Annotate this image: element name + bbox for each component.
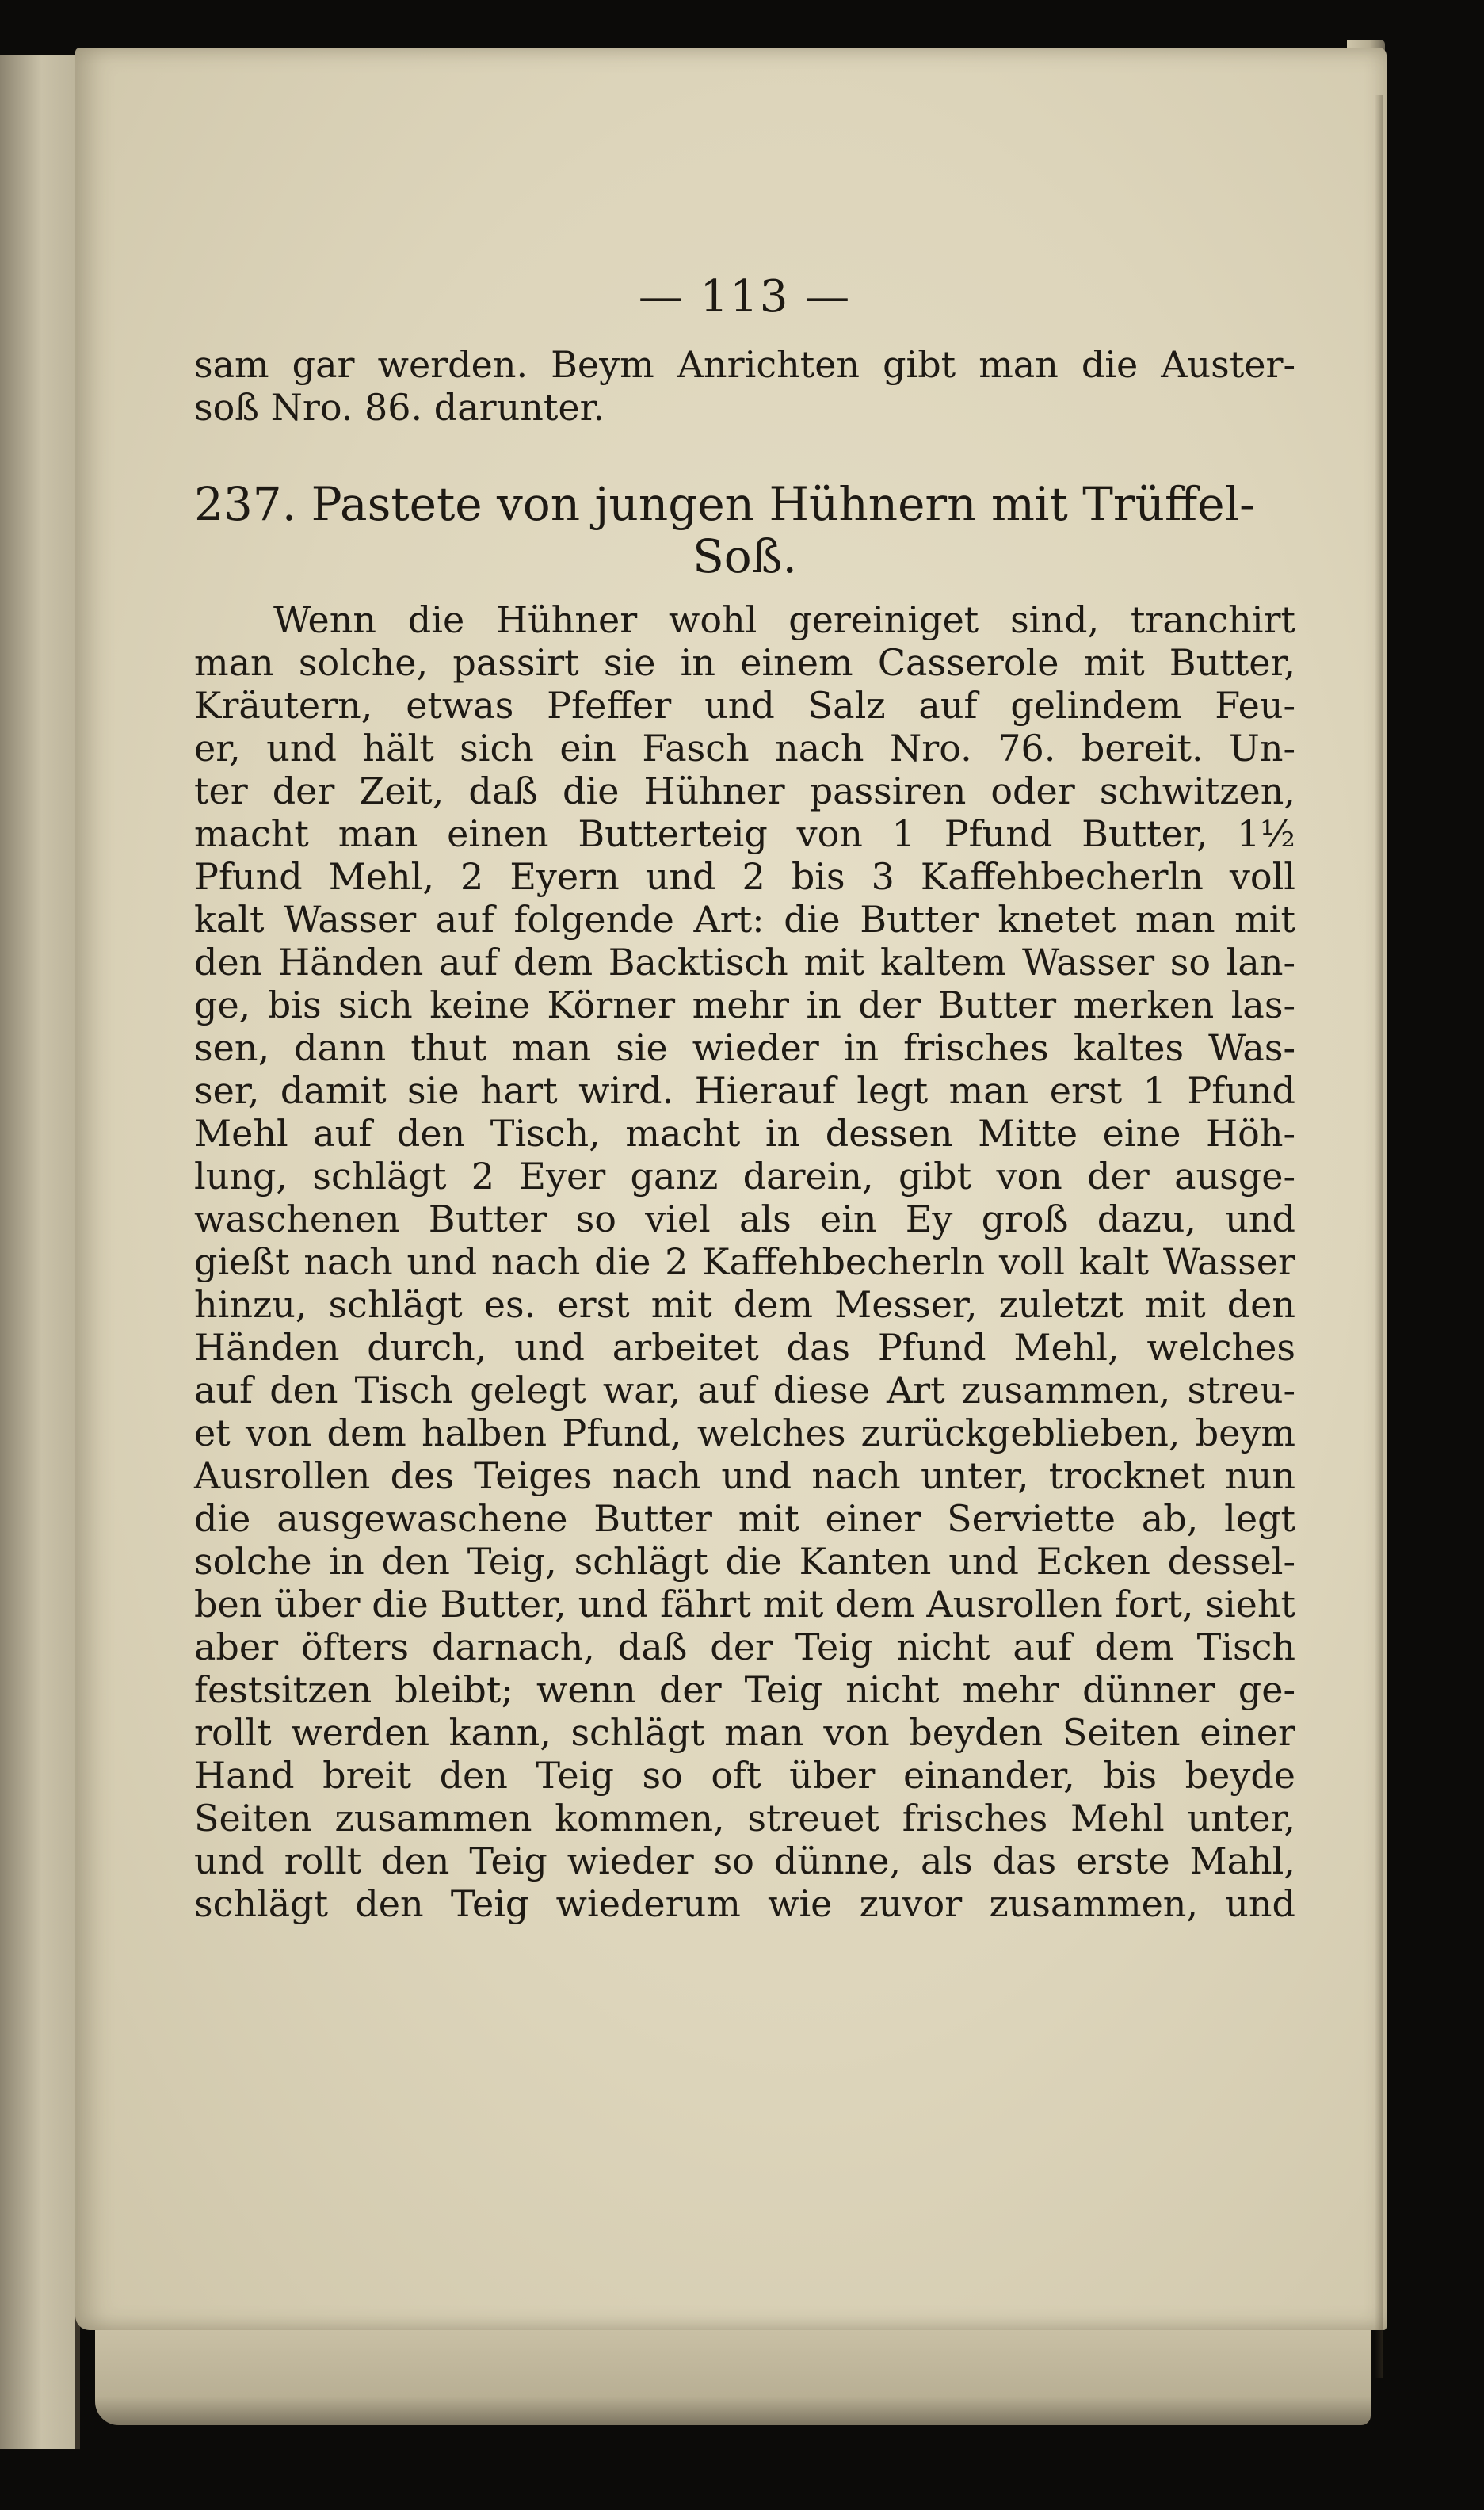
text-line: waschenen Butter so viel als ein Ey groß dazu, und [194,1198,1295,1240]
text-line: hinzu, schlägt es. erst mit dem Messer, zuletzt mit den [194,1283,1295,1326]
text-line: festsitzen bleibt; wenn der Teig nicht mehr dünner ge- [194,1668,1295,1711]
text-line: ge, bis sich keine Körner mehr in der Butter merken las- [194,984,1295,1026]
text-line: aber öfters darnach, daß der Teig nicht auf dem Tisch [194,1626,1295,1668]
text-block [194,273,1295,1925]
text-line: lung, schlägt 2 Eyer ganz darein, gibt von der ausge- [194,1155,1295,1198]
text-line: Pfund Mehl, 2 Eyern und 2 bis 3 Kaffehbecherln voll [194,855,1295,898]
text-line: Kräutern, etwas Pfeffer und Salz auf gelindem Feu- [194,684,1295,727]
text-line: Ausrollen des Teiges nach und nach unter, trocknet nun [194,1454,1295,1497]
text-line: er, und hält sich ein Fasch nach Nro. 76. bereit. Un- [194,727,1295,770]
text-line: soß Nro. 86. darunter. [194,386,605,429]
text-line: man solche, passirt sie in einem Casserole mit Butter, [194,641,1295,684]
text-line: rollt werden kann, schlägt man von beyden Seiten einer [194,1711,1295,1754]
text-line: solche in den Teig, schlägt die Kanten und Ecken dessel- [194,1540,1295,1583]
text-line: Wenn die Hühner wohl gereiniget sind, tranchirt [273,598,1295,641]
text-line: Hand breit den Teig so oft über einander, bis beyde [194,1754,1295,1797]
text-line: sen, dann thut man sie wieder in frisches kaltes Was- [194,1026,1295,1069]
text-line: auf den Tisch gelegt war, auf diese Art zusammen, streu- [194,1369,1295,1412]
text-line: kalt Wasser auf folgende Art: die Butter knetet man mit [194,898,1295,941]
text-line: sam gar werden. Beym Anrichten gibt man die Auster- [194,343,1295,386]
continuation-paragraph [194,343,1295,429]
text-line: schlägt den Teig wiederum wie zuvor zusammen, und [194,1882,1295,1925]
text-line: den Händen auf dem Backtisch mit kaltem Wasser so lan- [194,941,1295,984]
text-line: Händen durch, und arbeitet das Pfund Mehl, welches [194,1326,1295,1369]
text-line: Mehl auf den Tisch, macht in dessen Mitte eine Höh- [194,1112,1295,1155]
recipe-title-line: Soß. [692,529,797,583]
text-line: macht man einen Butterteig von 1 Pfund Butter, 1½ [194,812,1295,855]
text-line: Seiten zusammen kommen, streuet frisches Mehl unter, [194,1797,1295,1840]
recipe-body [194,598,1295,1925]
page-stack-bottom-edge [95,2330,1371,2425]
book-page [75,48,1387,2330]
left-page-edge [0,55,80,2449]
page-edge-shadow [1375,95,1383,2378]
text-line: ben über die Butter, und fährt mit dem Ausrollen fort, sieht [194,1583,1295,1626]
text-line: et von dem halben Pfund, welches zurückgeblieben, beym [194,1412,1295,1454]
page-number: — 113 — [638,271,852,323]
text-line: und rollt den Teig wieder so dünne, als das erste Mahl, [194,1840,1295,1882]
recipe-title-line: 237. Pastete von jungen Hühnern mit Trüffel- [194,477,1255,531]
text-line: ter der Zeit, daß die Hühner passiren oder schwitzen, [194,770,1295,812]
text-line: die ausgewaschene Butter mit einer Serviette ab, legt [194,1497,1295,1540]
text-line: ser, damit sie hart wird. Hierauf legt man erst 1 Pfund [194,1069,1295,1112]
recipe-heading [194,478,1295,583]
text-line: gießt nach und nach die 2 Kaffehbecherln voll kalt Wasser [194,1240,1295,1283]
